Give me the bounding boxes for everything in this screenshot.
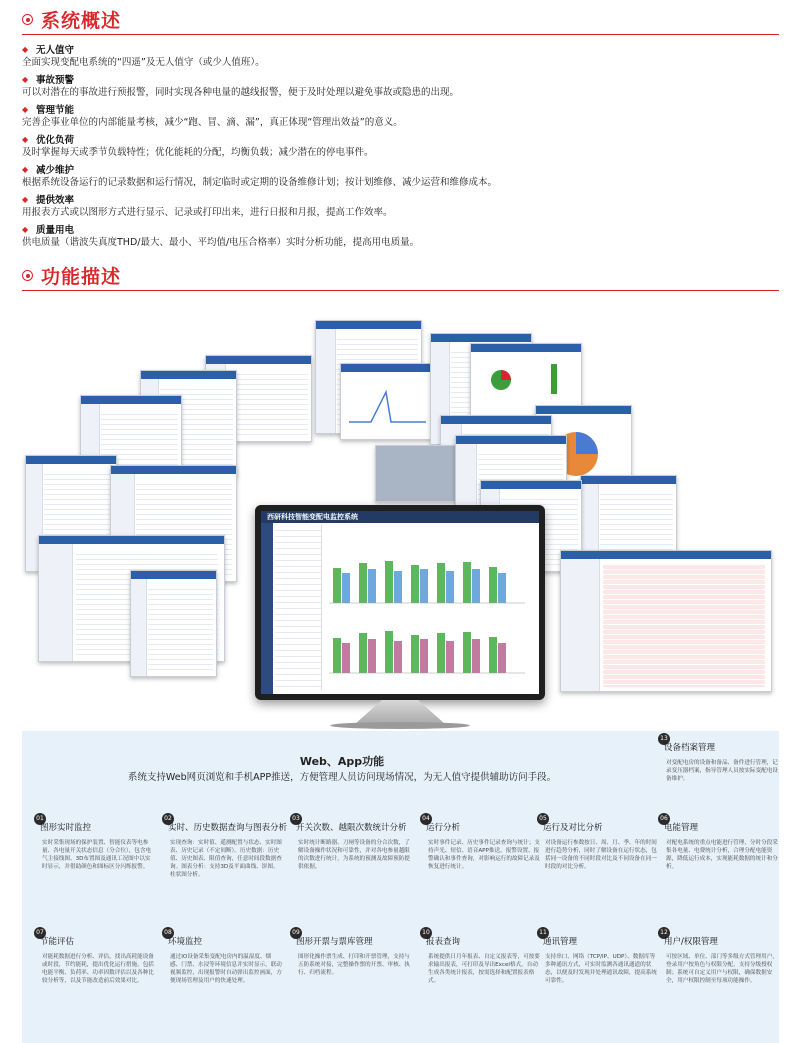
card-number-badge: 02 bbox=[162, 813, 174, 825]
card-title: 报表查询 bbox=[426, 937, 461, 947]
feature-desc: 用报表方式或以图形方式进行显示、记录或打印出来，进行日报和月报，提高工作效率。 bbox=[22, 207, 393, 218]
card-desc: 支持串口、网络（TCP/IP、UDP）、数据库等多种通讯方式，可实时监测各通讯通道的状态，以便及时发现并处理通讯故障，提高系统可靠性。 bbox=[545, 954, 657, 984]
circle-bullet-icon bbox=[22, 14, 33, 25]
card-desc: 对变配电房的设备和备品、备件进行管理，记录变压器档案，指导管理人员按实际变配电设备维护。 bbox=[666, 760, 778, 782]
card-title: 开关次数、越限次数统计分析 bbox=[296, 823, 407, 833]
card-title: 环境监控 bbox=[168, 937, 203, 947]
main-monitor bbox=[255, 505, 545, 700]
screenshot-thumbnail bbox=[560, 550, 772, 692]
app-title-bar bbox=[261, 511, 539, 523]
feature-item bbox=[22, 192, 782, 220]
card-number-badge: 03 bbox=[290, 813, 302, 825]
card-title: 电能管理 bbox=[664, 823, 699, 833]
feature-item bbox=[22, 222, 782, 250]
monitor-screen bbox=[261, 511, 539, 694]
feature-desc: 供电质量（谐波失真度THD/最大、最小、平均值/电压合格率）实时分析功能，提高用电质量。 bbox=[22, 237, 420, 248]
feature-item bbox=[22, 42, 782, 70]
card-number-badge: 05 bbox=[537, 813, 549, 825]
feature-name: 管理节能 bbox=[36, 105, 75, 116]
feature-item bbox=[22, 162, 782, 190]
feature-desc: 根据系统设备运行的记录数据和运行情况，制定临时或定期的设备维修计划；按计划维修、减少运营和维修成本。 bbox=[22, 177, 498, 188]
card-desc: 可按区域、单位、部门等多级方式管理用户，登录用户按角色与权限分配，支持分级授权制；系统可自定义用户与权限，确保数据安全，用户权限控制至每项功能操作。 bbox=[666, 954, 778, 984]
function-panel bbox=[22, 731, 779, 1043]
web-app-subtitle: 系统支持Web网页浏览和手机APP推送，方便管理人员访问现场情况，为无人值守提供辅助访问手段。 bbox=[127, 772, 557, 783]
feature-name: 减少维护 bbox=[36, 165, 75, 176]
card-desc: 图形化操作票生成、打印和开票管理，支持与五防系统对接，完整操作票的开票、审核、执行、归档流程。 bbox=[298, 954, 410, 976]
card-number-badge: 13 bbox=[658, 733, 670, 745]
feature-name: 提供效率 bbox=[36, 195, 75, 206]
card-title: 运行分析 bbox=[426, 823, 461, 833]
app-nav-tree bbox=[275, 525, 322, 690]
card-title: 节能评估 bbox=[40, 937, 75, 947]
diamond-bullet-icon: ◆ bbox=[22, 74, 29, 84]
screenshot-thumbnail bbox=[130, 570, 217, 677]
section-divider bbox=[22, 34, 779, 35]
card-desc: 对能耗数据进行分析、评估，找出高耗能设备或时段，节约能耗，提出优化运行措施，包括电能平衡、负荷率、功率因数评估以及各种比较分析等，以及节能改造前后效果对比。 bbox=[42, 954, 154, 984]
card-number-badge: 11 bbox=[537, 927, 549, 939]
feature-desc: 及时掌握每天或季节负载特性；优化能耗的分配，均衡负载；减少潜在的停电事件。 bbox=[22, 147, 374, 158]
card-number-badge: 07 bbox=[34, 927, 46, 939]
section-overview-title bbox=[22, 6, 121, 33]
web-app-title: Web、App功能 bbox=[299, 755, 385, 768]
circle-bullet-icon bbox=[22, 270, 33, 281]
diamond-bullet-icon: ◆ bbox=[22, 44, 29, 54]
section-overview-label: 系统概述 bbox=[41, 10, 122, 32]
feature-item bbox=[22, 72, 782, 100]
card-number-badge: 10 bbox=[420, 927, 432, 939]
section-function-title bbox=[22, 262, 121, 289]
diamond-bullet-icon: ◆ bbox=[22, 224, 29, 234]
feature-name: 无人值守 bbox=[36, 45, 75, 56]
monitor-base bbox=[330, 722, 470, 729]
section-divider bbox=[22, 290, 779, 291]
diamond-bullet-icon: ◆ bbox=[22, 194, 29, 204]
card-number-badge: 06 bbox=[658, 813, 670, 825]
card-number-badge: 12 bbox=[658, 927, 670, 939]
card-title: 设备档案管理 bbox=[664, 743, 716, 753]
card-title: 通讯管理 bbox=[543, 937, 578, 947]
card-desc: 实现查询：实时值、遥测配置与状态、实时图表、历史记录（不定间断）。历史数据：历史值、历史图表、限值查询，任意时间段数据查询。图表分析：支持3D及平面曲线、饼图、柱状图分析。 bbox=[170, 840, 282, 878]
feature-desc: 可以对潜在的事故进行预报警，同时实现各种电量的越线报警，便于及时处理以避免事故或隐患的出现。 bbox=[22, 87, 460, 98]
card-desc: 对配电系统的重点电能进行管理，分时分段采集各电量、电费统计分析，合理分配电能资源，降低运行成本，实现能耗数据的统计和分析。 bbox=[666, 840, 778, 870]
card-title: 运行及对比分析 bbox=[543, 823, 603, 833]
feature-name: 优化负荷 bbox=[36, 135, 75, 146]
card-title: 用户/权限管理 bbox=[664, 937, 718, 947]
card-desc: 对设备运行参数按日、周、月、季、年的时间进行趋势分析，同时了解设备在运行状态，包括同一设备的不同时段对比及不同设备在同一时段的对比分析。 bbox=[545, 840, 657, 870]
card-number-badge: 09 bbox=[290, 927, 302, 939]
card-number-badge: 04 bbox=[420, 813, 432, 825]
card-desc: 系统提供日月年报表、自定义报表等，可按要求输出报表，可打印及导出Excel格式，自动生成各类统计报表，按需选择和配置报表格式。 bbox=[428, 954, 540, 984]
feature-item bbox=[22, 132, 782, 160]
card-number-badge: 08 bbox=[162, 927, 174, 939]
feature-item bbox=[22, 102, 782, 130]
card-number-badge: 01 bbox=[34, 813, 46, 825]
card-desc: 通过IO设备采集变配电房内的温湿度、烟感、门禁、水浸等环境信息并实时显示，联动视频监控，出现报警时自动弹出监控画面，方便现场管理及用户的快速处理。 bbox=[170, 954, 282, 984]
card-title: 图形开票与票库管理 bbox=[296, 937, 373, 947]
bar-chart-thumbnail bbox=[325, 533, 535, 683]
diamond-bullet-icon: ◆ bbox=[22, 164, 29, 174]
app-title: 西研科技智能变配电监控系统 bbox=[267, 513, 358, 521]
card-title: 图形实时监控 bbox=[40, 823, 92, 833]
feature-name: 质量用电 bbox=[36, 225, 75, 236]
card-desc: 实时采集现场的保护装置、智能仪表等电参量、各电量开关状态信息（分合位），包含电气主接线图、3D布置图及通讯工况图中以实时显示，并借助颜色和图标区分闪烁报警。 bbox=[42, 840, 152, 870]
feature-desc: 全面实现变配电系统的“四遥”及无人值守（或少人值班）。 bbox=[22, 57, 265, 68]
screenshot-thumbnail bbox=[340, 363, 432, 440]
card-title: 实时、历史数据查询与图表分析 bbox=[168, 823, 288, 833]
feature-name: 事故预警 bbox=[36, 75, 75, 86]
line-chart-thumbnail bbox=[341, 372, 431, 439]
card-desc: 实时事件记录、历史事件记录查询与统计；支持声光、短信、语音APP推送，报警设置、报警确认和事件查询，对影响运行的故障记录及恢复进行统计。 bbox=[428, 840, 540, 870]
feature-desc: 完善企事业单位的内部能量考核，减少“跑、冒、滴、漏”，真正体现“管理出效益”的意义。 bbox=[22, 117, 403, 128]
card-desc: 实时统计断路器、刀闸等设备的分合次数，了解设备操作状况和可靠性，并对各电参量越限的次数进行统计，为系统的预测及故障预防提供依据。 bbox=[298, 840, 410, 870]
diamond-bullet-icon: ◆ bbox=[22, 104, 29, 114]
diamond-bullet-icon: ◆ bbox=[22, 134, 29, 144]
section-function-label: 功能描述 bbox=[41, 266, 122, 288]
app-sidebar bbox=[261, 523, 273, 694]
